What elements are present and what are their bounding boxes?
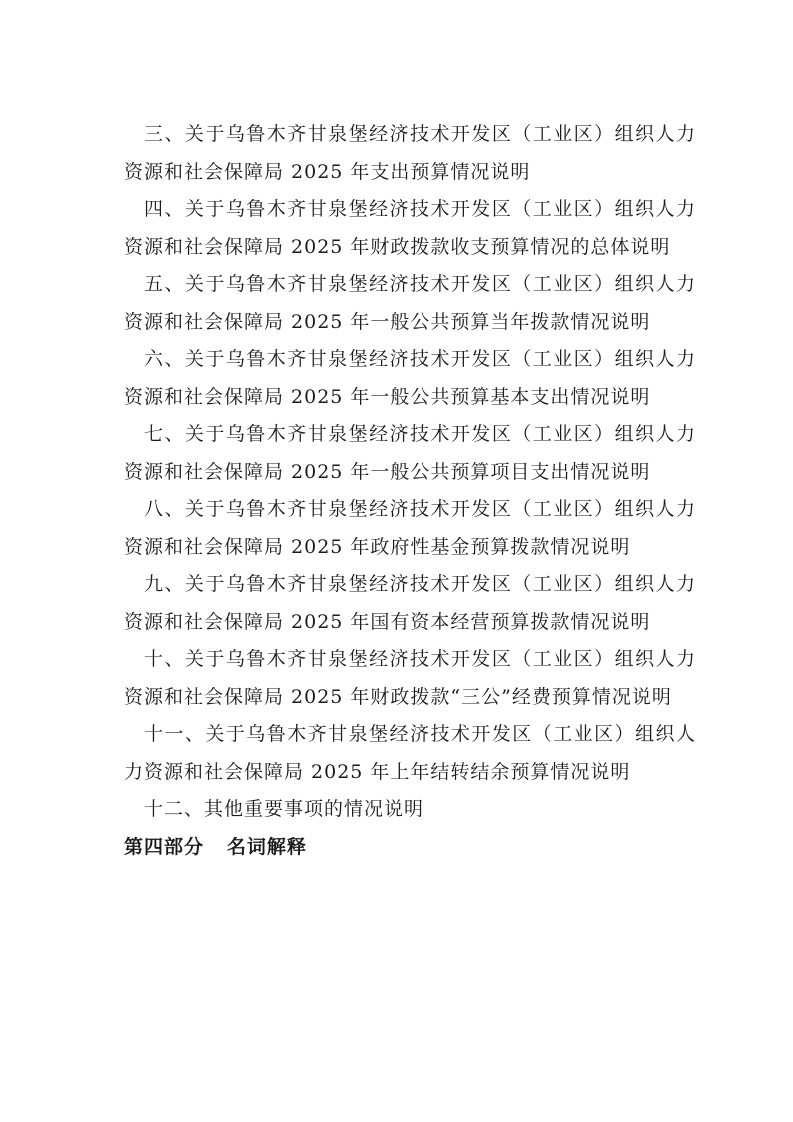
toc-item-6: 六、关于乌鲁木齐甘泉堡经济技术开发区（工业区）组织人力资源和社会保障局 2025 年一般公共预算基本支出情况说明 xyxy=(124,348,696,408)
toc-item-11: 十一、关于乌鲁木齐甘泉堡经济技术开发区（工业区）组织人力资源和社会保障局 2025 年上年结转结余预算情况说明 xyxy=(124,723,696,783)
toc-item-7: 七、关于乌鲁木齐甘泉堡经济技术开发区（工业区）组织人力资源和社会保障局 2025 年一般公共预算项目支出情况说明 xyxy=(124,423,696,483)
table-of-contents xyxy=(124,116,696,866)
toc-item-10: 十、关于乌鲁木齐甘泉堡经济技术开发区（工业区）组织人力资源和社会保障局 2025 年财政拨款“三公”经费预算情况说明 xyxy=(124,648,696,708)
toc-item-12: 十二、其他重要事项的情况说明 xyxy=(144,798,425,820)
toc-item-8: 八、关于乌鲁木齐甘泉堡经济技术开发区（工业区）组织人力资源和社会保障局 2025 年政府性基金预算拨款情况说明 xyxy=(124,498,696,558)
toc-item-9: 九、关于乌鲁木齐甘泉堡经济技术开发区（工业区）组织人力资源和社会保障局 2025 年国有资本经营预算拨款情况说明 xyxy=(124,573,696,633)
toc-item-5: 五、关于乌鲁木齐甘泉堡经济技术开发区（工业区）组织人力资源和社会保障局 2025 年一般公共预算当年拨款情况说明 xyxy=(124,273,696,333)
toc-item-3: 三、关于乌鲁木齐甘泉堡经济技术开发区（工业区）组织人力资源和社会保障局 2025 年支出预算情况说明 xyxy=(124,123,696,183)
toc-item-4: 四、关于乌鲁木齐甘泉堡经济技术开发区（工业区）组织人力资源和社会保障局 2025 年财政拨款收支预算情况的总体说明 xyxy=(124,198,696,258)
section-heading-part-four: 第四部分 名词解释 xyxy=(124,835,307,858)
